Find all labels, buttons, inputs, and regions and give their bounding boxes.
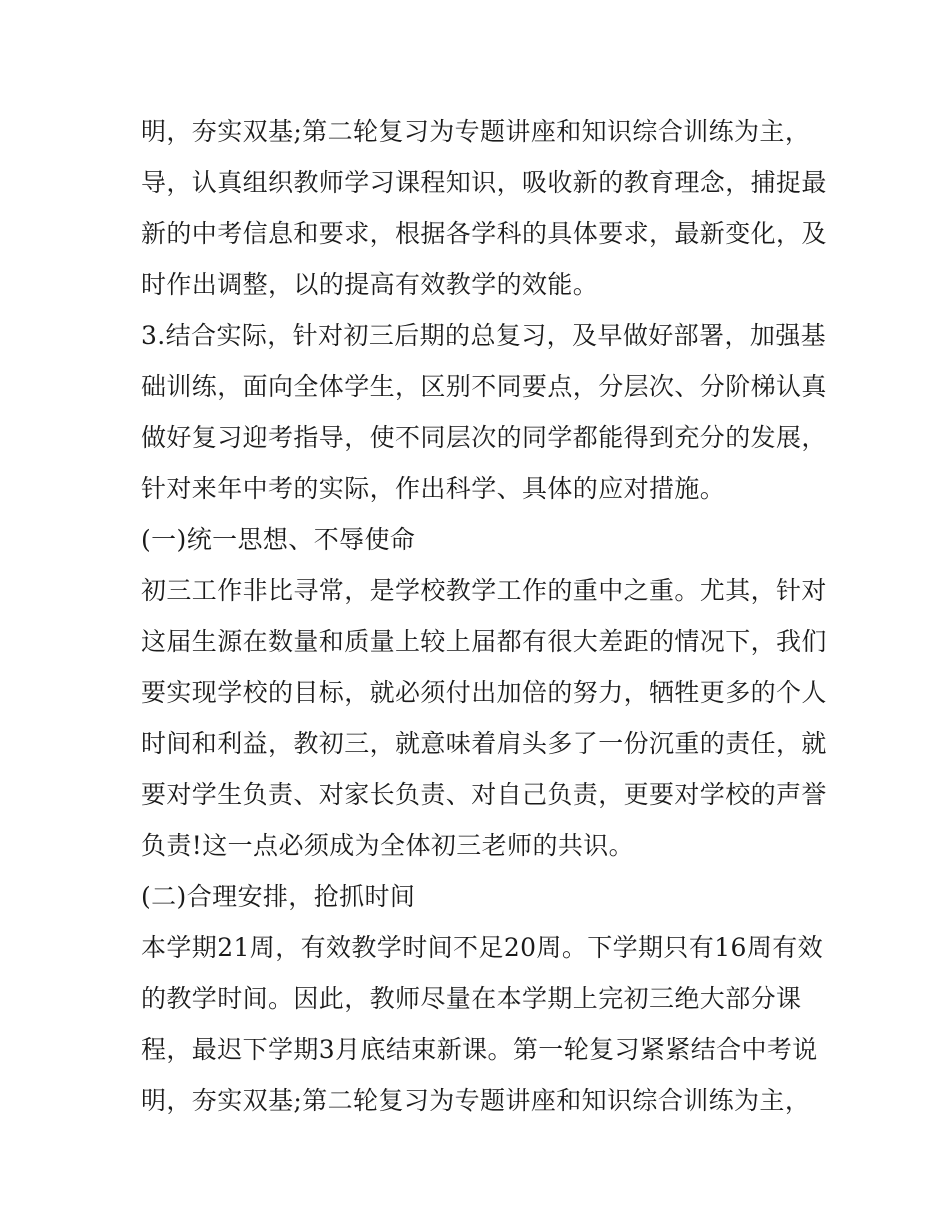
text-line: 新的中考信息和要求，根据各学科的具体要求，最新变化，及 — [141, 219, 827, 248]
section-heading: (一)统一思想、不辱使命 — [141, 525, 416, 554]
text-line: 这届生源在数量和质量上较上届都有很大差距的情况下，我们 — [141, 627, 827, 656]
text-line: 础训练，面向全体学生，区别不同要点，分层次、分阶梯认真 — [141, 372, 827, 401]
body-text — [141, 106, 831, 1126]
text-line: 程，最迟下学期3月底结束新课。第一轮复习紧紧结合中考说 — [141, 1035, 818, 1064]
text-line: 的教学时间。因此，教师尽量在本学期上完初三绝大部分课 — [141, 984, 802, 1013]
text-line: 时作出调整，以的提高有效教学的效能。 — [141, 270, 599, 299]
text-line: 3.结合实际，针对初三后期的总复习，及早做好部署，加强基 — [141, 321, 827, 350]
text-line: 明，夯实双基;第二轮复习为专题讲座和知识综合训练为主， — [141, 117, 811, 146]
text-line: 初三工作非比寻常，是学校教学工作的重中之重。尤其，针对 — [141, 576, 827, 605]
text-line: 针对来年中考的实际，作出科学、具体的应对措施。 — [141, 474, 726, 503]
text-line: 做好复习迎考指导，使不同层次的同学都能得到充分的发展， — [141, 423, 827, 452]
text-line: 负责!这一点必须成为全体初三老师的共识。 — [141, 831, 635, 860]
text-line: 要对学生负责、对家长负责、对自己负责，更要对学校的声誉 — [141, 780, 827, 809]
section-heading: (二)合理安排，抢抓时间 — [141, 882, 416, 911]
text-line: 时间和利益，教初三，就意味着肩头多了一份沉重的责任，就 — [141, 729, 827, 758]
text-line: 导，认真组织教师学习课程知识，吸收新的教育理念，捕捉最 — [141, 168, 827, 197]
text-line: 本学期21周，有效教学时间不足20周。下学期只有16周有效 — [141, 933, 824, 962]
text-line: 明，夯实双基;第二轮复习为专题讲座和知识综合训练为主， — [141, 1086, 811, 1115]
text-line: 要实现学校的目标，就必须付出加倍的努力，牺牲更多的个人 — [141, 678, 827, 707]
